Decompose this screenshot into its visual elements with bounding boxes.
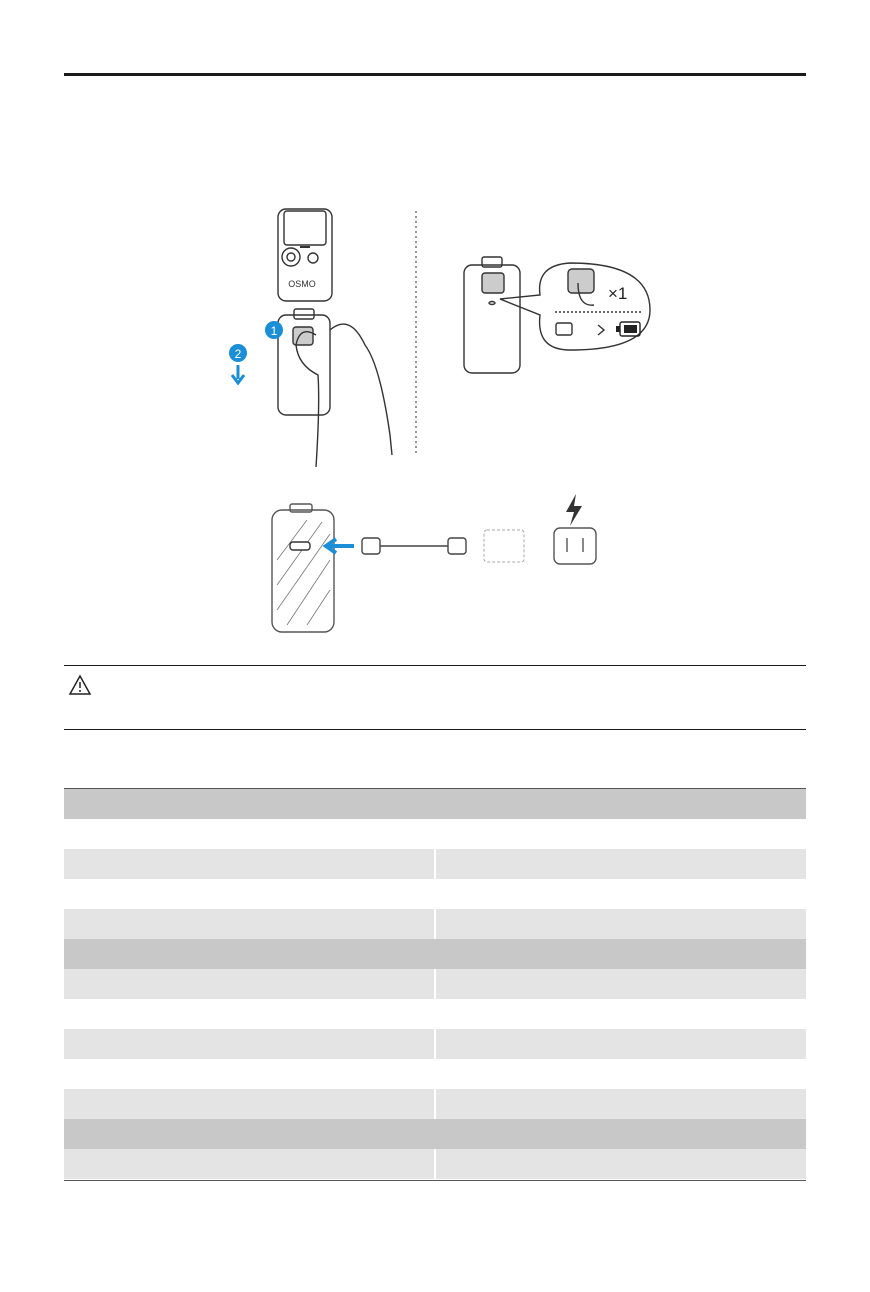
step-two-label: 2 bbox=[234, 347, 242, 361]
table-row bbox=[64, 819, 806, 849]
table-section-cell bbox=[64, 939, 806, 969]
table-label-cell bbox=[64, 1149, 435, 1179]
table-value-cell bbox=[435, 999, 806, 1029]
section-top-rule bbox=[64, 73, 806, 76]
table-value-cell bbox=[435, 1029, 806, 1059]
table-value-cell bbox=[435, 1059, 806, 1089]
table-section-cell bbox=[64, 789, 806, 819]
spec-table bbox=[64, 789, 806, 1179]
table-row bbox=[64, 969, 806, 999]
table-row bbox=[64, 849, 806, 879]
table-value-cell bbox=[435, 969, 806, 999]
detach-illustration bbox=[220, 205, 420, 467]
warning-triangle-icon bbox=[68, 674, 92, 696]
table-label-cell bbox=[64, 849, 435, 879]
charger-outline bbox=[484, 530, 524, 562]
table-row bbox=[64, 909, 806, 939]
table-section-cell bbox=[64, 1119, 806, 1149]
table-label-cell bbox=[64, 1059, 435, 1089]
table-bottom-rule bbox=[64, 1180, 806, 1181]
table-value-cell bbox=[435, 1089, 806, 1119]
press-count-label: ×1 bbox=[608, 284, 628, 303]
table-row bbox=[64, 999, 806, 1029]
arrow-down-icon bbox=[232, 365, 244, 383]
arrow-left-icon bbox=[326, 539, 354, 553]
table-value-cell bbox=[435, 909, 806, 939]
table-row bbox=[64, 879, 806, 909]
table-label-cell bbox=[64, 819, 435, 849]
table-section-header bbox=[64, 939, 806, 969]
wall-outlet-icon bbox=[554, 528, 596, 564]
table-label-cell bbox=[64, 909, 435, 939]
step-one-label: 1 bbox=[270, 324, 278, 338]
table-value-cell bbox=[435, 819, 806, 849]
table-value-cell bbox=[435, 879, 806, 909]
table-label-cell bbox=[64, 1089, 435, 1119]
table-value-cell bbox=[435, 849, 806, 879]
table-value-cell bbox=[435, 1149, 806, 1179]
table-label-cell bbox=[64, 969, 435, 999]
usb-c-cable bbox=[362, 538, 466, 554]
table-row bbox=[64, 1089, 806, 1119]
charging-illustration bbox=[262, 490, 612, 635]
battery-check-illustration bbox=[460, 255, 660, 385]
table-row bbox=[64, 1059, 806, 1089]
battery-icon bbox=[616, 322, 640, 336]
table-section-header bbox=[64, 1119, 806, 1149]
table-row bbox=[64, 1029, 806, 1059]
lightning-bolt-icon bbox=[566, 494, 582, 526]
table-section-header bbox=[64, 789, 806, 819]
camera-brand-label: OSMO bbox=[288, 279, 316, 289]
table-label-cell bbox=[64, 879, 435, 909]
table-row bbox=[64, 1149, 806, 1179]
table-label-cell bbox=[64, 999, 435, 1029]
warning-box bbox=[64, 665, 806, 730]
table-label-cell bbox=[64, 1029, 435, 1059]
